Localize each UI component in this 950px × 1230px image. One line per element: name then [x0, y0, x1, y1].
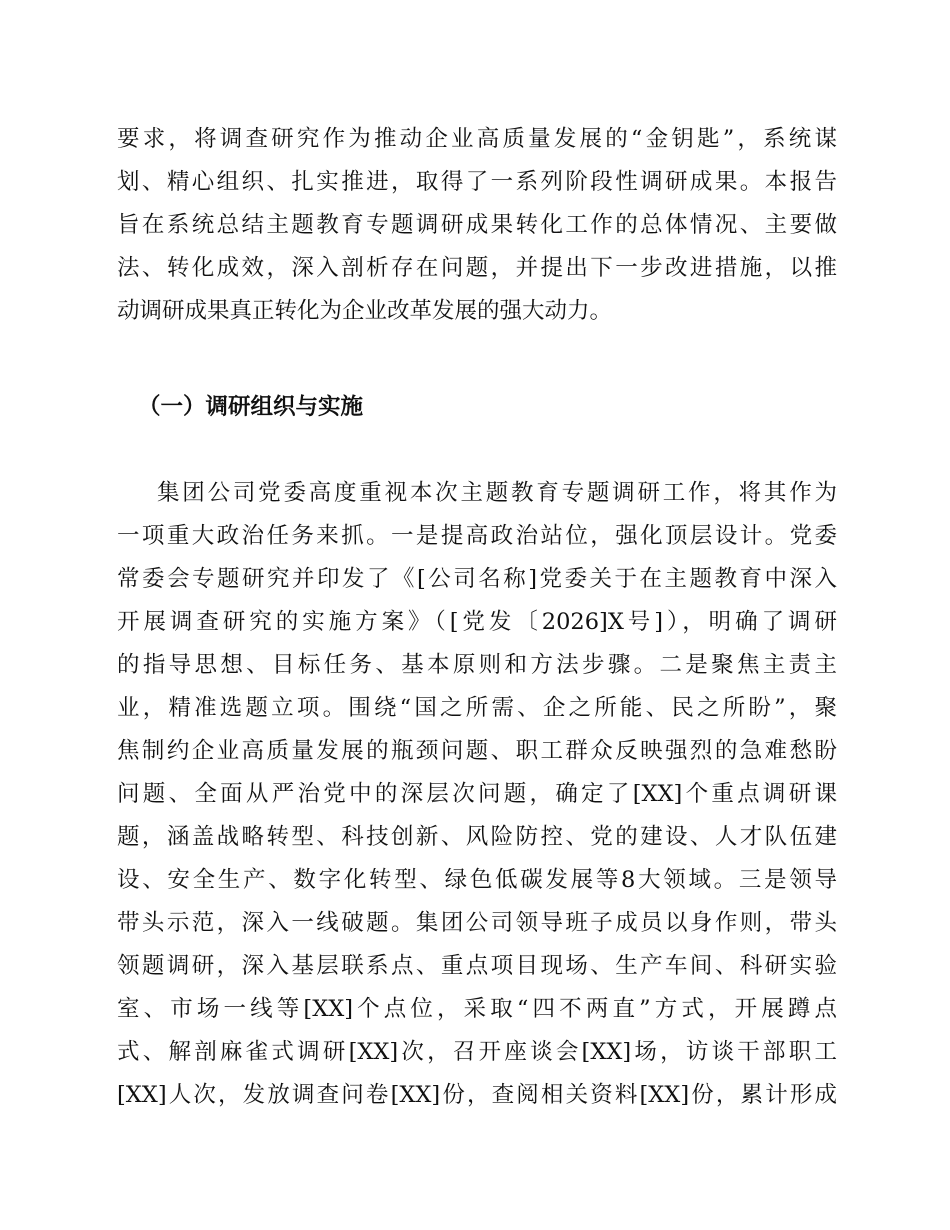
text-line: 集团公司党委高度重视本次主题教育专题调研工作，将其作为 — [157, 480, 837, 506]
text-line: 问题、全面从严治党中的深层次问题，确定了[XX]个重点调研课 — [117, 781, 837, 807]
text-line: 室、市场一线等[XX]个点位，采取“四不两直”方式，开展蹲点 — [117, 996, 837, 1022]
text-line: 一项重大政治任务来抓。一是提高政治站位，强化顶层设计。党委 — [117, 523, 837, 549]
text-line: 领题调研，深入基层联系点、重点项目现场、生产车间、科研实验 — [117, 953, 837, 979]
body-paragraph — [117, 472, 837, 1117]
text-line: [XX]人次，发放调查问卷[XX]份，查阅相关资料[XX]份，累计形成 — [117, 1082, 837, 1108]
text-line: 的指导思想、目标任务、基本原则和方法步骤。二是聚焦主责主 — [117, 652, 837, 678]
text-line: 常委会专题研究并印发了《[公司名称]党委关于在主题教育中深入 — [117, 566, 837, 592]
text-line: 旨在系统总结主题教育专题调研成果转化工作的总体情况、主要做 — [117, 212, 837, 238]
intro-paragraph — [117, 118, 837, 333]
text-line: 题，涵盖战略转型、科技创新、风险防控、党的建设、人才队伍建 — [117, 824, 837, 850]
text-line: 式、解剖麻雀式调研[XX]次，召开座谈会[XX]场，访谈干部职工 — [117, 1039, 837, 1065]
text-line: 法、转化成效，深入剖析存在问题，并提出下一步改进措施，以推 — [117, 255, 837, 281]
text-line: 划、精心组织、扎实推进，取得了一系列阶段性调研成果。本报告 — [117, 169, 837, 195]
text-line: 带头示范，深入一线破题。集团公司领导班子成员以身作则，带头 — [117, 910, 837, 936]
text-line: 开展调查研究的实施方案》（[党发〔2026]X号]），明确了调研 — [117, 609, 837, 635]
text-line: 业，精准选题立项。围绕“国之所需、企之所能、民之所盼”，聚 — [117, 695, 837, 721]
text-line: 动调研成果真正转化为企业改革发展的强大动力。 — [117, 298, 613, 324]
text-line: 要求，将调查研究作为推动企业高质量发展的“金钥匙”，系统谋 — [117, 126, 837, 152]
section-heading: （一）调研组织与实施 — [138, 394, 364, 420]
text-line: 焦制约企业高质量发展的瓶颈问题、职工群众反映强烈的急难愁盼 — [117, 738, 837, 764]
text-line: 设、安全生产、数字化转型、绿色低碳发展等8大领域。三是领导 — [117, 867, 837, 893]
